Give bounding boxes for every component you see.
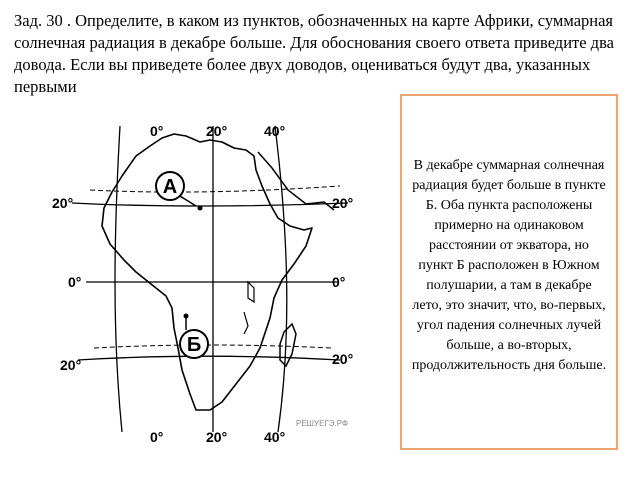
bottom-label-40: 40°: [264, 429, 286, 445]
point-a-label: А: [162, 176, 178, 198]
task-text: Зад. 30 . Определите, в каком из пунктов, обозначенных на карте Африки, суммарная солнечная радиация в декабре больше. Для обоснования своего ответа приведите два довода. Если вы приведете более двух доводов, оцениваться будут два, указанных первыми: [14, 11, 614, 96]
left-lat-0: 0°: [68, 274, 82, 290]
top-label-40: 40°: [264, 123, 286, 139]
watermark: РЕШУЕГЭ.РФ: [296, 419, 349, 428]
top-label-0: 0°: [150, 123, 164, 139]
point-b-label: Б: [186, 334, 202, 356]
bottom-label-0: 0°: [150, 429, 164, 445]
left-lat-20n: 20°: [52, 195, 74, 211]
point-b-marker: [180, 314, 208, 359]
right-lat-0: 0°: [332, 274, 346, 290]
madagascar-outline: [280, 324, 296, 366]
meridian-0: [115, 126, 122, 432]
right-lat-20n: 20°: [332, 195, 354, 211]
left-lat-20s: 20°: [60, 357, 82, 373]
answer-box: [400, 94, 618, 450]
answer-text: В декабре суммарная солнечная радиация будет больше в пункте Б. Оба пункта расположены примерно на одинаковом расстоянии от экватора, но пункт Б расположен в Южном полушарии, а там в декабре лето, это значит, что, во-первых, угол падения солнечных лучей больше, а во-вторых, продолжительность дня больше.: [411, 158, 607, 373]
bottom-label-20: 20°: [206, 429, 228, 445]
right-lat-20s: 20°: [332, 351, 354, 367]
lake-outline: [244, 282, 254, 334]
africa-map: [50, 112, 362, 446]
point-a-marker: [156, 172, 203, 211]
meridian-40: [275, 126, 287, 432]
top-label-20: 20°: [206, 123, 228, 139]
tropic-north: [90, 186, 340, 192]
africa-map-svg: [50, 112, 362, 446]
